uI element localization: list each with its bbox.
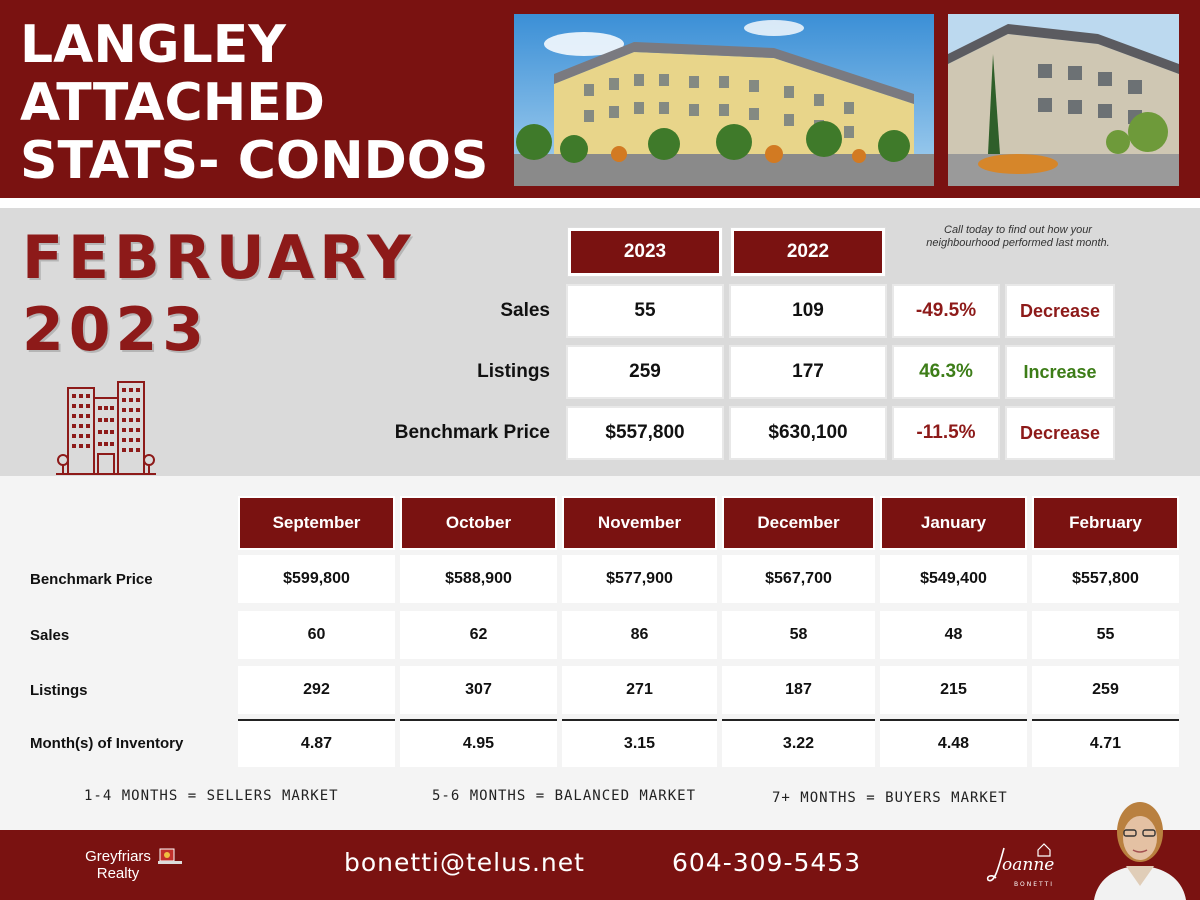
table-cell: $549,400 — [880, 555, 1027, 603]
table-cell: 4.87 — [238, 719, 395, 767]
summary-row-label: Listings — [477, 361, 550, 382]
table-cell: 62 — [400, 611, 557, 659]
table-cell: 215 — [880, 666, 1027, 714]
call-note: Call today to find out how your neighbourhood performed last month. — [926, 224, 1110, 249]
table-row-label: Benchmark Price — [30, 570, 153, 588]
brokerage-line-1: Greyfriars — [85, 848, 151, 865]
condo-photo-2 — [948, 14, 1179, 186]
table-row-label: Sales — [30, 626, 70, 644]
header-banner — [0, 0, 1200, 198]
table-cell: 271 — [562, 666, 717, 714]
summary-change-pct: -49.5% — [892, 284, 1000, 338]
table-cell: 307 — [400, 666, 557, 714]
table-cell: 3.22 — [722, 719, 875, 767]
table-cell: 4.48 — [880, 719, 1027, 767]
contact-phone[interactable]: 604-309-5453 — [672, 848, 862, 877]
table-cell: $599,800 — [238, 555, 395, 603]
summary-trend-label: Increase — [1005, 345, 1115, 399]
summary-trend-label: Decrease — [1005, 406, 1115, 460]
header-divider — [0, 198, 1200, 208]
summary-value-2022: 109 — [729, 284, 887, 338]
building-icon — [56, 380, 156, 476]
report-month: FEBRUARY — [22, 223, 416, 293]
table-cell: 259 — [1032, 666, 1179, 714]
page-title — [20, 16, 500, 190]
summary-change-pct: 46.3% — [892, 345, 1000, 399]
contact-email[interactable]: bonetti@telus.net — [344, 848, 585, 877]
month-header-january: January — [880, 496, 1027, 550]
legend-sellers-market: 1-4 MONTHS = SELLERS MARKET — [84, 788, 339, 804]
title-line-1: LANGLEY — [20, 15, 286, 75]
table-row-label: Listings — [30, 681, 88, 699]
summary-value-2023: 55 — [566, 284, 724, 338]
table-cell: 187 — [722, 666, 875, 714]
signature-logo — [986, 840, 1076, 892]
table-cell: 292 — [238, 666, 395, 714]
month-header-september: September — [238, 496, 395, 550]
summary-value-2022: 177 — [729, 345, 887, 399]
monthly-table — [0, 476, 1200, 830]
table-cell: 48 — [880, 611, 1027, 659]
summary-value-2022: $630,100 — [729, 406, 887, 460]
brokerage-line-2: Realty — [96, 865, 140, 882]
table-cell: 60 — [238, 611, 395, 659]
month-header-february: February — [1032, 496, 1179, 550]
col-header-2023: 2023 — [568, 228, 722, 276]
table-cell: $557,800 — [1032, 555, 1179, 603]
summary-row-label: Benchmark Price — [394, 422, 550, 443]
table-cell: 86 — [562, 611, 717, 659]
summary-value-2023: $557,800 — [566, 406, 724, 460]
table-cell: $567,700 — [722, 555, 875, 603]
table-row-label: Month(s) of Inventory — [30, 734, 184, 752]
table-cell: 4.95 — [400, 719, 557, 767]
table-cell: 4.71 — [1032, 719, 1179, 767]
table-cell: 3.15 — [562, 719, 717, 767]
summary-value-2023: 259 — [566, 345, 724, 399]
month-header-october: October — [400, 496, 557, 550]
brokerage-logo-icon — [156, 848, 184, 866]
table-cell: $588,900 — [400, 555, 557, 603]
summary-change-pct: -11.5% — [892, 406, 1000, 460]
title-line-3: STATS- CONDOS — [20, 131, 489, 191]
month-header-november: November — [562, 496, 717, 550]
legend-balanced-market: 5-6 MONTHS = BALANCED MARKET — [432, 788, 697, 804]
table-cell: 58 — [722, 611, 875, 659]
condo-photo-1 — [514, 14, 934, 186]
summary-row-label: Sales — [500, 300, 550, 321]
brokerage-name — [78, 848, 158, 882]
svg-text:BONETTI: BONETTI — [1014, 881, 1055, 888]
title-line-2: ATTACHED — [20, 73, 325, 133]
report-year: 2023 — [22, 295, 209, 365]
legend-buyers-market: 7+ MONTHS = BUYERS MARKET — [772, 790, 1008, 806]
summary-trend-label: Decrease — [1005, 284, 1115, 338]
summary-panel — [0, 208, 1200, 476]
month-header-december: December — [722, 496, 875, 550]
agent-photo — [1080, 786, 1200, 900]
table-cell: $577,900 — [562, 555, 717, 603]
footer-bar — [0, 830, 1200, 900]
svg-text:oanne: oanne — [1002, 855, 1055, 875]
col-header-2022: 2022 — [731, 228, 885, 276]
table-cell: 55 — [1032, 611, 1179, 659]
